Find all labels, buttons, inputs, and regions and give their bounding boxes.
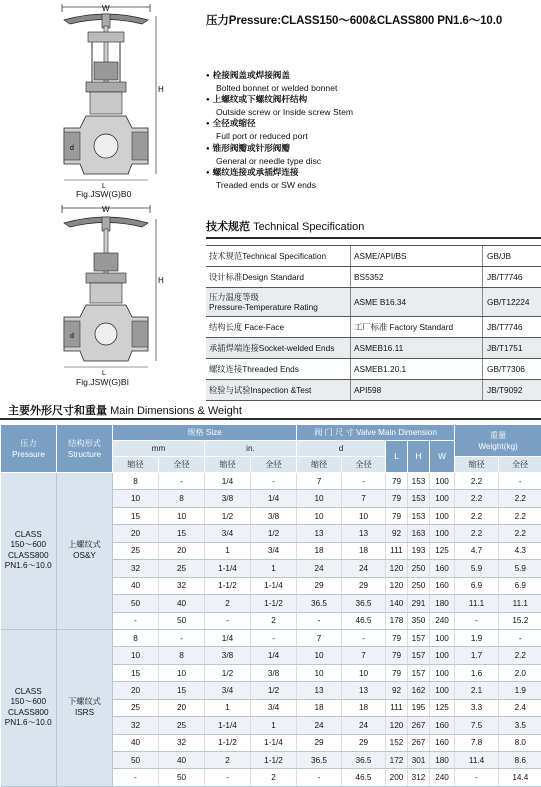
- table-cell: 157: [408, 664, 430, 681]
- table-cell: 36.5: [342, 752, 386, 769]
- table-cell: 50: [159, 612, 205, 629]
- table-cell: -: [205, 612, 251, 629]
- spec-cell: 设计标准Design Standard: [206, 267, 351, 288]
- pressure-title: 压力Pressure:CLASS150～600&CLASS800 PN1.6～10.0: [206, 12, 502, 28]
- table-cell: 79: [386, 490, 408, 507]
- table-cell: 1-1/4: [205, 560, 251, 577]
- spec-cell: 技术规范Technical Specification: [206, 246, 351, 267]
- pressure-class-cell: CLASS 150～600 CLASS800 PN1.6～10.0: [1, 629, 57, 786]
- dims-title-en: Main Dimensions & Weight: [110, 405, 242, 417]
- table-row: [1, 473, 541, 490]
- dim-l-label: L: [102, 183, 106, 190]
- table-cell: 1/2: [251, 682, 297, 699]
- table-cell: 2.2: [455, 507, 499, 524]
- header-h: H: [408, 441, 430, 473]
- table-cell: 36.5: [297, 595, 342, 612]
- table-cell: 7: [342, 490, 386, 507]
- dim-l-label-2: L: [102, 370, 106, 377]
- table-cell: 195: [408, 699, 430, 716]
- table-cell: 153: [408, 473, 430, 490]
- table-cell: 79: [386, 629, 408, 646]
- table-cell: 157: [408, 629, 430, 646]
- table-cell: 36.5: [342, 595, 386, 612]
- header-reduced: 缩径: [455, 457, 499, 473]
- table-cell: 79: [386, 664, 408, 681]
- table-cell: 25: [113, 699, 159, 716]
- feature-en: Full port or reduced port: [206, 131, 353, 142]
- table-cell: 3.5: [499, 717, 541, 734]
- spec-row: [206, 359, 541, 380]
- valve-drawing-2: [50, 205, 170, 377]
- spec-cell: 结构长度 Face-Face: [206, 317, 351, 338]
- structure-cell: 下螺纹式 ISRS: [57, 629, 113, 786]
- dim-d-label: d: [70, 145, 74, 152]
- table-cell: 18: [297, 542, 342, 559]
- table-cell: -: [297, 769, 342, 786]
- table-cell: 29: [342, 577, 386, 594]
- dim-w-label-2: W: [102, 205, 110, 214]
- spec-cell: ASME/API/BS: [351, 246, 483, 267]
- table-cell: 24: [297, 560, 342, 577]
- table-cell: 3/4: [205, 525, 251, 542]
- header-weight: 重量 Weight(kg): [455, 425, 541, 457]
- table-cell: 40: [159, 752, 205, 769]
- spec-title-en: Technical Specification: [253, 221, 364, 233]
- table-cell: 2.2: [499, 647, 541, 664]
- table-cell: 20: [113, 682, 159, 699]
- table-cell: 46.5: [342, 769, 386, 786]
- table-cell: 24: [342, 717, 386, 734]
- table-cell: 1.6: [455, 664, 499, 681]
- header-full: 全径: [499, 457, 541, 473]
- table-cell: 15: [113, 507, 159, 524]
- table-cell: 1-1/4: [205, 717, 251, 734]
- spec-cell: BS5352: [351, 267, 483, 288]
- header-w: W: [430, 441, 455, 473]
- table-cell: 100: [430, 490, 455, 507]
- table-cell: 2: [251, 612, 297, 629]
- table-cell: 50: [113, 595, 159, 612]
- spec-row: [206, 288, 541, 317]
- table-cell: 178: [386, 612, 408, 629]
- table-cell: 267: [408, 717, 430, 734]
- table-cell: 25: [159, 717, 205, 734]
- table-cell: 18: [342, 542, 386, 559]
- table-cell: 2.4: [499, 699, 541, 716]
- table-cell: 160: [430, 577, 455, 594]
- table-cell: 13: [342, 682, 386, 699]
- table-cell: 20: [159, 699, 205, 716]
- table-cell: 29: [297, 734, 342, 751]
- table-cell: 3.3: [455, 699, 499, 716]
- figure-caption-2: Fig.JSW(G)BI: [76, 377, 129, 387]
- table-cell: 240: [430, 769, 455, 786]
- spec-cell: GB/T12224: [483, 288, 541, 317]
- table-cell: 32: [159, 577, 205, 594]
- feature-en: Bolted bonnet or welded bonnet: [206, 83, 353, 94]
- spec-cell: ASMEB1.20.1: [351, 359, 483, 380]
- table-cell: 79: [386, 507, 408, 524]
- table-cell: 11.4: [455, 752, 499, 769]
- header-mm: mm: [113, 441, 205, 457]
- spec-cell: JB/T7746: [483, 267, 541, 288]
- spec-row: [206, 317, 541, 338]
- table-cell: 1.9: [499, 682, 541, 699]
- table-cell: -: [342, 473, 386, 490]
- spec-divider: [206, 237, 541, 239]
- table-cell: 2: [251, 769, 297, 786]
- table-cell: 100: [430, 647, 455, 664]
- feature-zh: ● 上螺纹或下螺纹阀杆结构: [206, 94, 353, 107]
- table-cell: -: [499, 473, 541, 490]
- table-cell: 10: [159, 664, 205, 681]
- spec-cell: JB/T9092: [483, 380, 541, 401]
- table-cell: 7: [297, 629, 342, 646]
- table-cell: 193: [408, 542, 430, 559]
- table-cell: 5.9: [499, 560, 541, 577]
- table-cell: 1-1/4: [251, 577, 297, 594]
- dims-title-zh: 主要外形尺寸和重量: [8, 405, 107, 417]
- feature-zh: ● 全径或缩径: [206, 118, 353, 131]
- table-cell: 10: [297, 490, 342, 507]
- table-cell: 1/4: [205, 629, 251, 646]
- table-cell: 15: [113, 664, 159, 681]
- table-cell: 2.2: [499, 490, 541, 507]
- table-cell: 3/8: [205, 490, 251, 507]
- table-cell: 350: [408, 612, 430, 629]
- table-cell: 2: [205, 595, 251, 612]
- table-cell: 20: [159, 542, 205, 559]
- table-cell: 1.9: [455, 629, 499, 646]
- dim-d-label-2: d: [70, 333, 74, 340]
- table-cell: 10: [342, 507, 386, 524]
- table-cell: -: [455, 769, 499, 786]
- table-cell: 10: [113, 490, 159, 507]
- table-cell: 5.9: [455, 560, 499, 577]
- table-cell: 8.6: [499, 752, 541, 769]
- table-cell: 2: [205, 752, 251, 769]
- spec-cell: 螺纹连接Threaded Ends: [206, 359, 351, 380]
- spec-row: [206, 246, 541, 267]
- table-cell: 3/8: [251, 507, 297, 524]
- table-cell: 7: [297, 473, 342, 490]
- table-cell: 92: [386, 682, 408, 699]
- table-cell: 1: [205, 699, 251, 716]
- dim-h-label-2: H: [158, 276, 164, 285]
- table-cell: 111: [386, 542, 408, 559]
- table-cell: 7: [342, 647, 386, 664]
- spec-cell: GB/JB: [483, 246, 541, 267]
- table-cell: 2.2: [455, 473, 499, 490]
- table-cell: 32: [159, 734, 205, 751]
- table-cell: 312: [408, 769, 430, 786]
- table-cell: -: [342, 629, 386, 646]
- table-cell: 40: [159, 595, 205, 612]
- dim-h-label: H: [158, 85, 164, 94]
- table-cell: 18: [342, 699, 386, 716]
- table-cell: 24: [297, 717, 342, 734]
- table-cell: 10: [297, 664, 342, 681]
- structure-cell: 上螺纹式 OS&Y: [57, 473, 113, 630]
- table-cell: 1.7: [455, 647, 499, 664]
- spec-cell: ASMEB16.11: [351, 338, 483, 359]
- table-cell: 120: [386, 577, 408, 594]
- table-cell: 10: [297, 647, 342, 664]
- spec-cell: 工厂标准 Factory Standard: [351, 317, 483, 338]
- table-cell: 92: [386, 525, 408, 542]
- spec-row: [206, 267, 541, 288]
- table-cell: 3/4: [251, 542, 297, 559]
- header-full: 全径: [159, 457, 205, 473]
- table-cell: 50: [113, 752, 159, 769]
- header-main-dimension: 阀 门 尺 寸 Valve Main Dimension: [297, 425, 455, 441]
- header-l: L: [386, 441, 408, 473]
- table-cell: -: [499, 629, 541, 646]
- spec-table: [206, 245, 541, 401]
- table-cell: 1: [251, 560, 297, 577]
- table-cell: 32: [113, 560, 159, 577]
- table-cell: 13: [297, 682, 342, 699]
- dims-table-body: [1, 473, 541, 787]
- spec-cell: 压力温度等级 Pressure-Temperature Rating: [206, 288, 351, 317]
- table-cell: 157: [408, 647, 430, 664]
- table-cell: 8: [113, 473, 159, 490]
- table-cell: 100: [430, 664, 455, 681]
- table-cell: 100: [430, 629, 455, 646]
- spec-row: [206, 380, 541, 401]
- table-cell: 120: [386, 717, 408, 734]
- table-cell: 11.1: [499, 595, 541, 612]
- table-cell: 15: [159, 525, 205, 542]
- table-cell: 2.1: [455, 682, 499, 699]
- table-cell: 3/4: [251, 699, 297, 716]
- spec-cell: JB/T1751: [483, 338, 541, 359]
- table-cell: 125: [430, 542, 455, 559]
- table-cell: 25: [159, 560, 205, 577]
- table-cell: 13: [297, 525, 342, 542]
- table-cell: 1/2: [205, 507, 251, 524]
- table-cell: 6.9: [455, 577, 499, 594]
- table-cell: 291: [408, 595, 430, 612]
- spec-cell: 检验与试验Inspection &Test: [206, 380, 351, 401]
- feature-zh: ● 栓接阀盖或焊接阀盖: [206, 70, 353, 83]
- spec-cell: JB/T7746: [483, 317, 541, 338]
- table-cell: 2.0: [499, 664, 541, 681]
- table-cell: 4.7: [455, 542, 499, 559]
- table-cell: 1-1/2: [205, 577, 251, 594]
- table-cell: 1-1/2: [205, 734, 251, 751]
- table-cell: 36.5: [297, 752, 342, 769]
- table-cell: 8: [113, 629, 159, 646]
- table-cell: 100: [430, 507, 455, 524]
- table-cell: 267: [408, 734, 430, 751]
- table-row: [1, 629, 541, 646]
- table-cell: 10: [342, 664, 386, 681]
- table-cell: 2.2: [455, 490, 499, 507]
- feature-en: Outside screw or Inside screw Stem: [206, 107, 353, 118]
- table-cell: 1-1/2: [251, 595, 297, 612]
- table-cell: 10: [113, 647, 159, 664]
- table-cell: 2.2: [499, 525, 541, 542]
- table-cell: 32: [113, 717, 159, 734]
- figure-caption-1: Fig.JSW(G)B0: [76, 189, 131, 199]
- table-cell: 120: [386, 560, 408, 577]
- table-cell: 3/4: [205, 682, 251, 699]
- table-cell: 11.1: [455, 595, 499, 612]
- spec-title-zh: 技术规范: [206, 221, 250, 233]
- table-cell: 14.4: [499, 769, 541, 786]
- table-cell: 152: [386, 734, 408, 751]
- header-reduced: 缩径: [297, 457, 342, 473]
- table-cell: -: [159, 473, 205, 490]
- dims-table: [0, 424, 541, 787]
- header-reduced: 缩径: [113, 457, 159, 473]
- spec-section-title: [206, 218, 364, 234]
- table-cell: 79: [386, 473, 408, 490]
- table-cell: 18: [297, 699, 342, 716]
- table-cell: 172: [386, 752, 408, 769]
- table-cell: 250: [408, 560, 430, 577]
- table-cell: 29: [342, 734, 386, 751]
- table-cell: -: [251, 629, 297, 646]
- table-cell: 111: [386, 699, 408, 716]
- dims-divider: [0, 418, 541, 420]
- table-cell: 79: [386, 647, 408, 664]
- table-cell: 301: [408, 752, 430, 769]
- spec-cell: GB/T7306: [483, 359, 541, 380]
- table-cell: 162: [408, 682, 430, 699]
- spec-cell: API598: [351, 380, 483, 401]
- table-cell: 3/8: [251, 664, 297, 681]
- table-cell: 1/2: [251, 525, 297, 542]
- feature-en: General or needle type disc: [206, 156, 353, 167]
- header-full: 全径: [251, 457, 297, 473]
- table-cell: 15.2: [499, 612, 541, 629]
- table-cell: 100: [430, 525, 455, 542]
- table-cell: 240: [430, 612, 455, 629]
- table-cell: 15: [159, 682, 205, 699]
- table-cell: 7.5: [455, 717, 499, 734]
- table-cell: 180: [430, 595, 455, 612]
- table-cell: 6.9: [499, 577, 541, 594]
- table-cell: 1-1/4: [251, 734, 297, 751]
- table-cell: 1: [205, 542, 251, 559]
- spec-cell: ASME B16.34: [351, 288, 483, 317]
- table-cell: 1: [251, 717, 297, 734]
- valve-drawing-1: [50, 4, 170, 194]
- table-cell: -: [251, 473, 297, 490]
- table-cell: 1/4: [251, 647, 297, 664]
- table-cell: 46.5: [342, 612, 386, 629]
- table-cell: 153: [408, 507, 430, 524]
- header-pressure: 压力 Pressure: [1, 425, 57, 473]
- table-cell: 100: [430, 682, 455, 699]
- table-cell: 180: [430, 752, 455, 769]
- table-cell: 1/4: [205, 473, 251, 490]
- spec-row: [206, 338, 541, 359]
- table-cell: -: [455, 612, 499, 629]
- table-cell: -: [113, 769, 159, 786]
- table-cell: 25: [113, 542, 159, 559]
- header-full: 全径: [342, 457, 386, 473]
- table-cell: 3/8: [205, 647, 251, 664]
- table-cell: 20: [113, 525, 159, 542]
- table-cell: 160: [430, 717, 455, 734]
- dims-section-title: [8, 402, 242, 418]
- dim-w-label: W: [102, 4, 110, 13]
- table-cell: 163: [408, 525, 430, 542]
- table-cell: 1/2: [205, 664, 251, 681]
- table-cell: 8: [159, 647, 205, 664]
- feature-list: [206, 70, 353, 191]
- table-cell: -: [297, 612, 342, 629]
- table-cell: 160: [430, 734, 455, 751]
- table-cell: 153: [408, 490, 430, 507]
- table-cell: 50: [159, 769, 205, 786]
- table-cell: 8.0: [499, 734, 541, 751]
- header-structure: 结构形式 Structure: [57, 425, 113, 473]
- table-cell: 200: [386, 769, 408, 786]
- feature-zh: ● 螺纹连接或承插焊连接: [206, 167, 353, 180]
- table-cell: 4.3: [499, 542, 541, 559]
- pressure-class-cell: CLASS 150～600 CLASS800 PN1.6～10.0: [1, 473, 57, 630]
- feature-en: Treaded ends or SW ends: [206, 180, 353, 191]
- table-cell: 2.2: [499, 507, 541, 524]
- table-cell: 10: [159, 507, 205, 524]
- table-cell: 13: [342, 525, 386, 542]
- table-cell: 250: [408, 577, 430, 594]
- table-cell: 160: [430, 560, 455, 577]
- table-cell: -: [159, 629, 205, 646]
- table-cell: 8: [159, 490, 205, 507]
- header-in: in.: [205, 441, 297, 457]
- table-cell: 100: [430, 473, 455, 490]
- table-cell: 29: [297, 577, 342, 594]
- header-d: d: [297, 441, 386, 457]
- table-cell: -: [113, 612, 159, 629]
- header-reduced: 缩径: [205, 457, 251, 473]
- table-cell: 2.2: [455, 525, 499, 542]
- table-cell: 40: [113, 577, 159, 594]
- table-cell: 24: [342, 560, 386, 577]
- table-cell: 1-1/2: [251, 752, 297, 769]
- table-cell: 125: [430, 699, 455, 716]
- table-cell: 40: [113, 734, 159, 751]
- spec-cell: 承插焊端连接Socket-welded Ends: [206, 338, 351, 359]
- table-cell: 10: [297, 507, 342, 524]
- table-cell: -: [205, 769, 251, 786]
- table-cell: 1/4: [251, 490, 297, 507]
- table-cell: 7.8: [455, 734, 499, 751]
- header-size: 规格 Size: [113, 425, 297, 441]
- feature-zh: ● 锥形阀瓣或针形阀瓣: [206, 143, 353, 156]
- table-cell: 140: [386, 595, 408, 612]
